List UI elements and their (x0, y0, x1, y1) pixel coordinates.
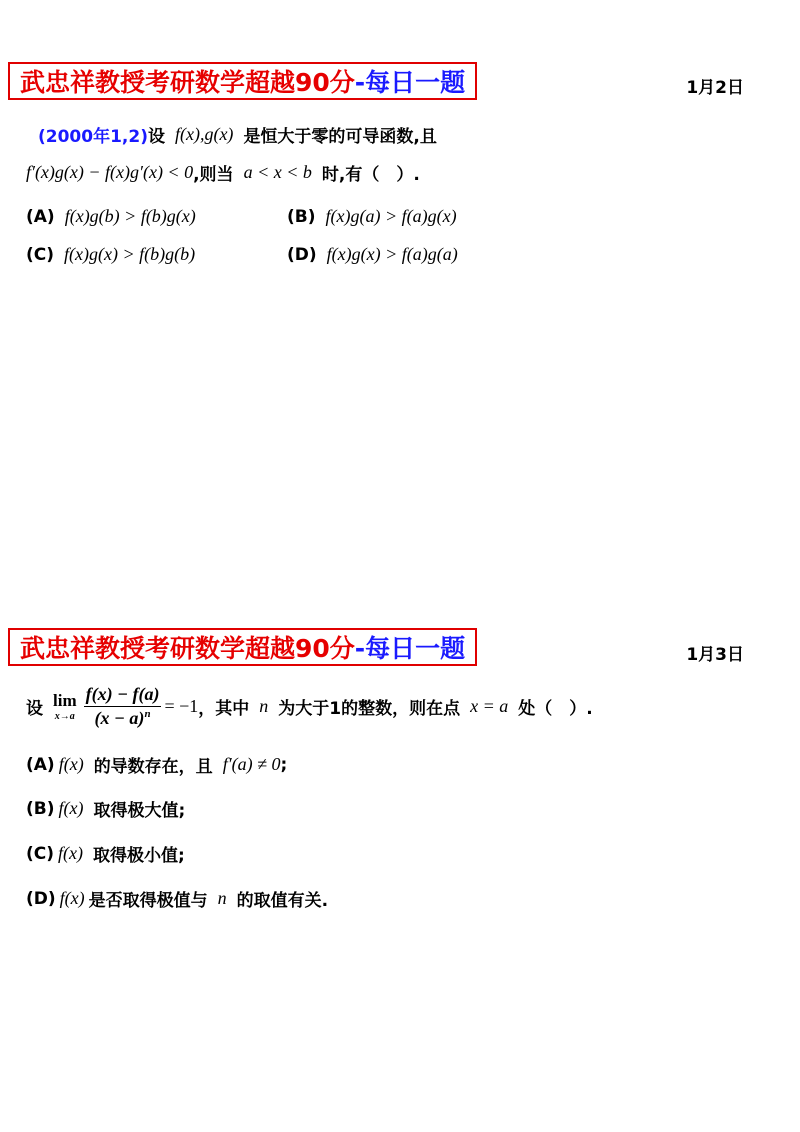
stem-text: 是恒大于零的可导函数,且 (243, 127, 437, 147)
banner-title-blue: -每日一题 (354, 68, 466, 97)
option-c (26, 841, 185, 866)
option-text: 的取值有关. (236, 891, 329, 911)
banner-title-blue: -每日一题 (354, 634, 466, 663)
stem-text: 设 (147, 127, 165, 147)
date-label: 1月2日 (686, 78, 744, 98)
math-expression: x = a (470, 695, 509, 716)
fraction-numerator: f(x) − f(a) (84, 684, 162, 707)
stem-text: ,则当 (193, 165, 234, 185)
denominator-base: (x − a) (94, 707, 145, 728)
question-stem-line-2 (26, 160, 420, 185)
option-d (287, 244, 458, 265)
option-math: n (217, 888, 227, 908)
option-label: (D) (287, 244, 317, 265)
question-stem-line-1 (38, 122, 437, 147)
option-math: f′(a) ≠ 0 (222, 754, 281, 774)
date-label: 1月3日 (686, 645, 744, 665)
math-expression: f(x),g(x) (174, 124, 234, 144)
option-expression: f(x) (58, 754, 84, 774)
option-label: (D) (26, 888, 56, 909)
stem-text: 处（ ）. (518, 698, 593, 719)
fraction-denominator (93, 707, 153, 729)
option-text: 取得极小值; (93, 846, 185, 866)
option-label: (B) (26, 798, 55, 819)
denominator-exponent: n (144, 707, 151, 720)
option-text: 取得极大值; (93, 801, 186, 821)
question-stem (26, 682, 593, 730)
stem-text: 设 (26, 698, 43, 719)
header-banner-2 (8, 628, 477, 666)
option-text: ; (280, 754, 288, 775)
option-expression: f(x)g(x) > f(a)g(a) (326, 244, 458, 264)
stem-text: ，其中 (198, 698, 250, 719)
option-c (26, 244, 195, 265)
math-variable: n (259, 695, 269, 716)
fraction (84, 684, 162, 729)
option-b (287, 206, 457, 227)
option-a (26, 206, 196, 227)
header-banner-1 (8, 62, 477, 100)
option-label: (A) (26, 206, 55, 227)
limit-subscript: x→a (54, 710, 75, 722)
option-expression: f(x) (59, 888, 85, 908)
limit-word: lim (53, 690, 77, 710)
option-label: (C) (26, 843, 55, 864)
option-expression: f(x)g(x) > f(b)g(b) (64, 244, 196, 264)
stem-text: 为大于1的整数，则在点 (278, 698, 461, 719)
option-expression: f(x) (58, 843, 83, 863)
option-b (26, 796, 185, 821)
math-expression: a < x < b (243, 162, 312, 182)
option-expression: f(x)g(a) > f(a)g(x) (325, 206, 457, 226)
option-label: (B) (287, 206, 316, 227)
banner-title-red: 武忠祥教授考研数学超越90分 (20, 68, 355, 97)
option-text: 是否取得极值与 (88, 891, 208, 911)
limit-operator (53, 691, 77, 722)
banner-title-red: 武忠祥教授考研数学超越90分 (20, 634, 355, 663)
option-label: (C) (26, 244, 55, 265)
option-text: 的导数存在，且 (93, 757, 213, 777)
stem-text: 时,有（ ）. (321, 165, 420, 185)
math-expression: = −1 (164, 695, 199, 716)
source-label: (2000年1,2) (38, 127, 148, 147)
option-d (26, 886, 328, 911)
math-expression: f′(x)g(x) − f(x)g′(x) < 0 (26, 162, 194, 182)
option-expression: f(x) (58, 798, 84, 818)
option-a (26, 752, 287, 777)
option-label: (A) (26, 754, 55, 775)
option-expression: f(x)g(b) > f(b)g(x) (64, 206, 196, 226)
